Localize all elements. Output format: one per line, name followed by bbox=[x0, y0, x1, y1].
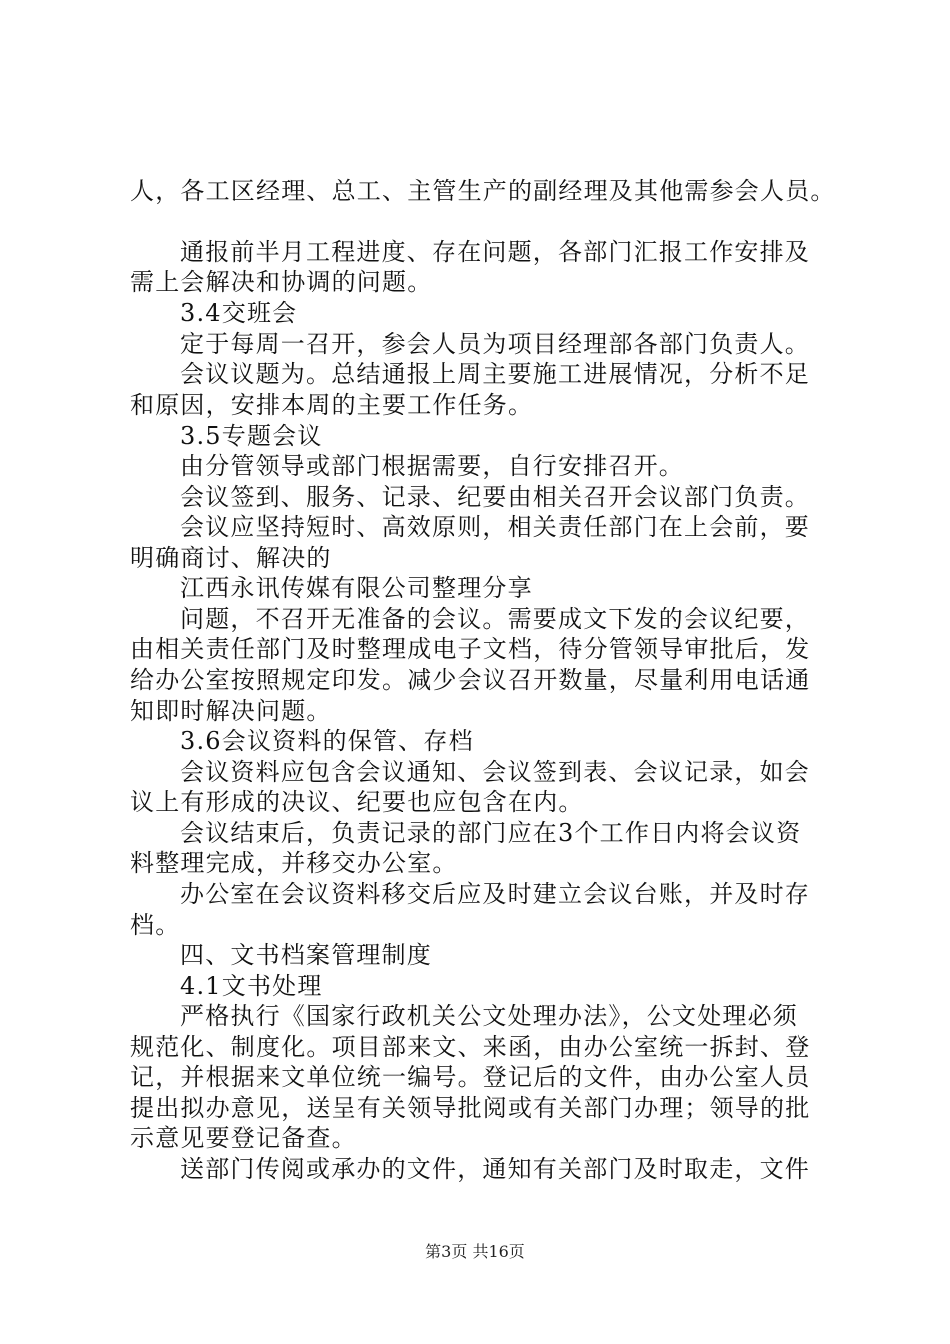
text-line-21: 会议结束后，负责记录的部门应在3个工作日内将会议资 bbox=[180, 819, 802, 847]
section-heading-4-1: 4.1文书处理 bbox=[180, 972, 323, 1000]
text-line-1: 人，各工区经理、总工、主管生产的副经理及其他需参会人员。 bbox=[130, 177, 836, 205]
text-line-10: 会议签到、服务、记录、纪要由相关召开会议部门负责。 bbox=[180, 483, 810, 511]
text-line-7: 和原因，安排本周的主要工作任务。 bbox=[130, 391, 534, 419]
text-line-14: 问题，不召开无准备的会议。需要成文下发的会议纪要， bbox=[180, 605, 810, 633]
text-line-24: 档。 bbox=[130, 911, 181, 939]
page-footer: 第3页 共16页 bbox=[425, 1242, 525, 1261]
section-heading-3-4: 3.4交班会 bbox=[180, 299, 298, 327]
text-line-22: 料整理完成，并移交办公室。 bbox=[130, 849, 458, 877]
text-line-23: 办公室在会议资料移交后应及时建立会议台账，并及时存 bbox=[180, 880, 810, 908]
publisher-note: 江西永讯传媒有限公司整理分享 bbox=[180, 574, 533, 602]
text-line-12: 明确商讨、解决的 bbox=[130, 544, 332, 572]
text-line-19: 会议资料应包含会议通知、会议签到表、会议记录，如会 bbox=[180, 758, 810, 786]
text-line-30: 提出拟办意见，送呈有关领导批阅或有关部门办理；领导的批 bbox=[130, 1094, 811, 1122]
text-line-17: 知即时解决问题。 bbox=[130, 697, 332, 725]
text-line-16: 给办公室按照规定印发。减少会议召开数量，尽量利用电话通 bbox=[130, 666, 811, 694]
text-line-2: 通报前半月工程进度、存在问题，各部门汇报工作安排及 bbox=[180, 238, 810, 266]
chapter-heading-4: 四、文书档案管理制度 bbox=[180, 941, 432, 969]
text-line-28: 规范化、制度化。项目部来文、来函，由办公室统一拆封、登 bbox=[130, 1033, 811, 1061]
text-line-15: 由相关责任部门及时整理成电子文档，待分管领导审批后，发 bbox=[130, 635, 811, 663]
text-line-11: 会议应坚持短时、高效原则，相关责任部门在上会前，要 bbox=[180, 513, 810, 541]
text-line-5: 定于每周一召开，参会人员为项目经理部各部门负责人。 bbox=[180, 330, 810, 358]
text-line-31: 示意见要登记备查。 bbox=[130, 1124, 357, 1152]
text-line-6: 会议议题为。总结通报上周主要施工进展情况，分析不足 bbox=[180, 360, 810, 388]
text-line-32: 送部门传阅或承办的文件，通知有关部门及时取走，文件 bbox=[180, 1155, 810, 1183]
text-line-20: 议上有形成的决议、纪要也应包含在内。 bbox=[130, 788, 584, 816]
text-line-3: 需上会解决和协调的问题。 bbox=[130, 268, 433, 296]
text-line-27: 严格执行《国家行政机关公文处理办法》，公文处理必须 bbox=[180, 1002, 798, 1030]
text-line-9: 由分管领导或部门根据需要，自行安排召开。 bbox=[180, 452, 684, 480]
text-line-29: 记，并根据来文单位统一编号。登记后的文件，由办公室人员 bbox=[130, 1063, 811, 1091]
section-heading-3-5: 3.5专题会议 bbox=[180, 422, 323, 450]
section-heading-3-6: 3.6会议资料的保管、存档 bbox=[180, 727, 474, 755]
